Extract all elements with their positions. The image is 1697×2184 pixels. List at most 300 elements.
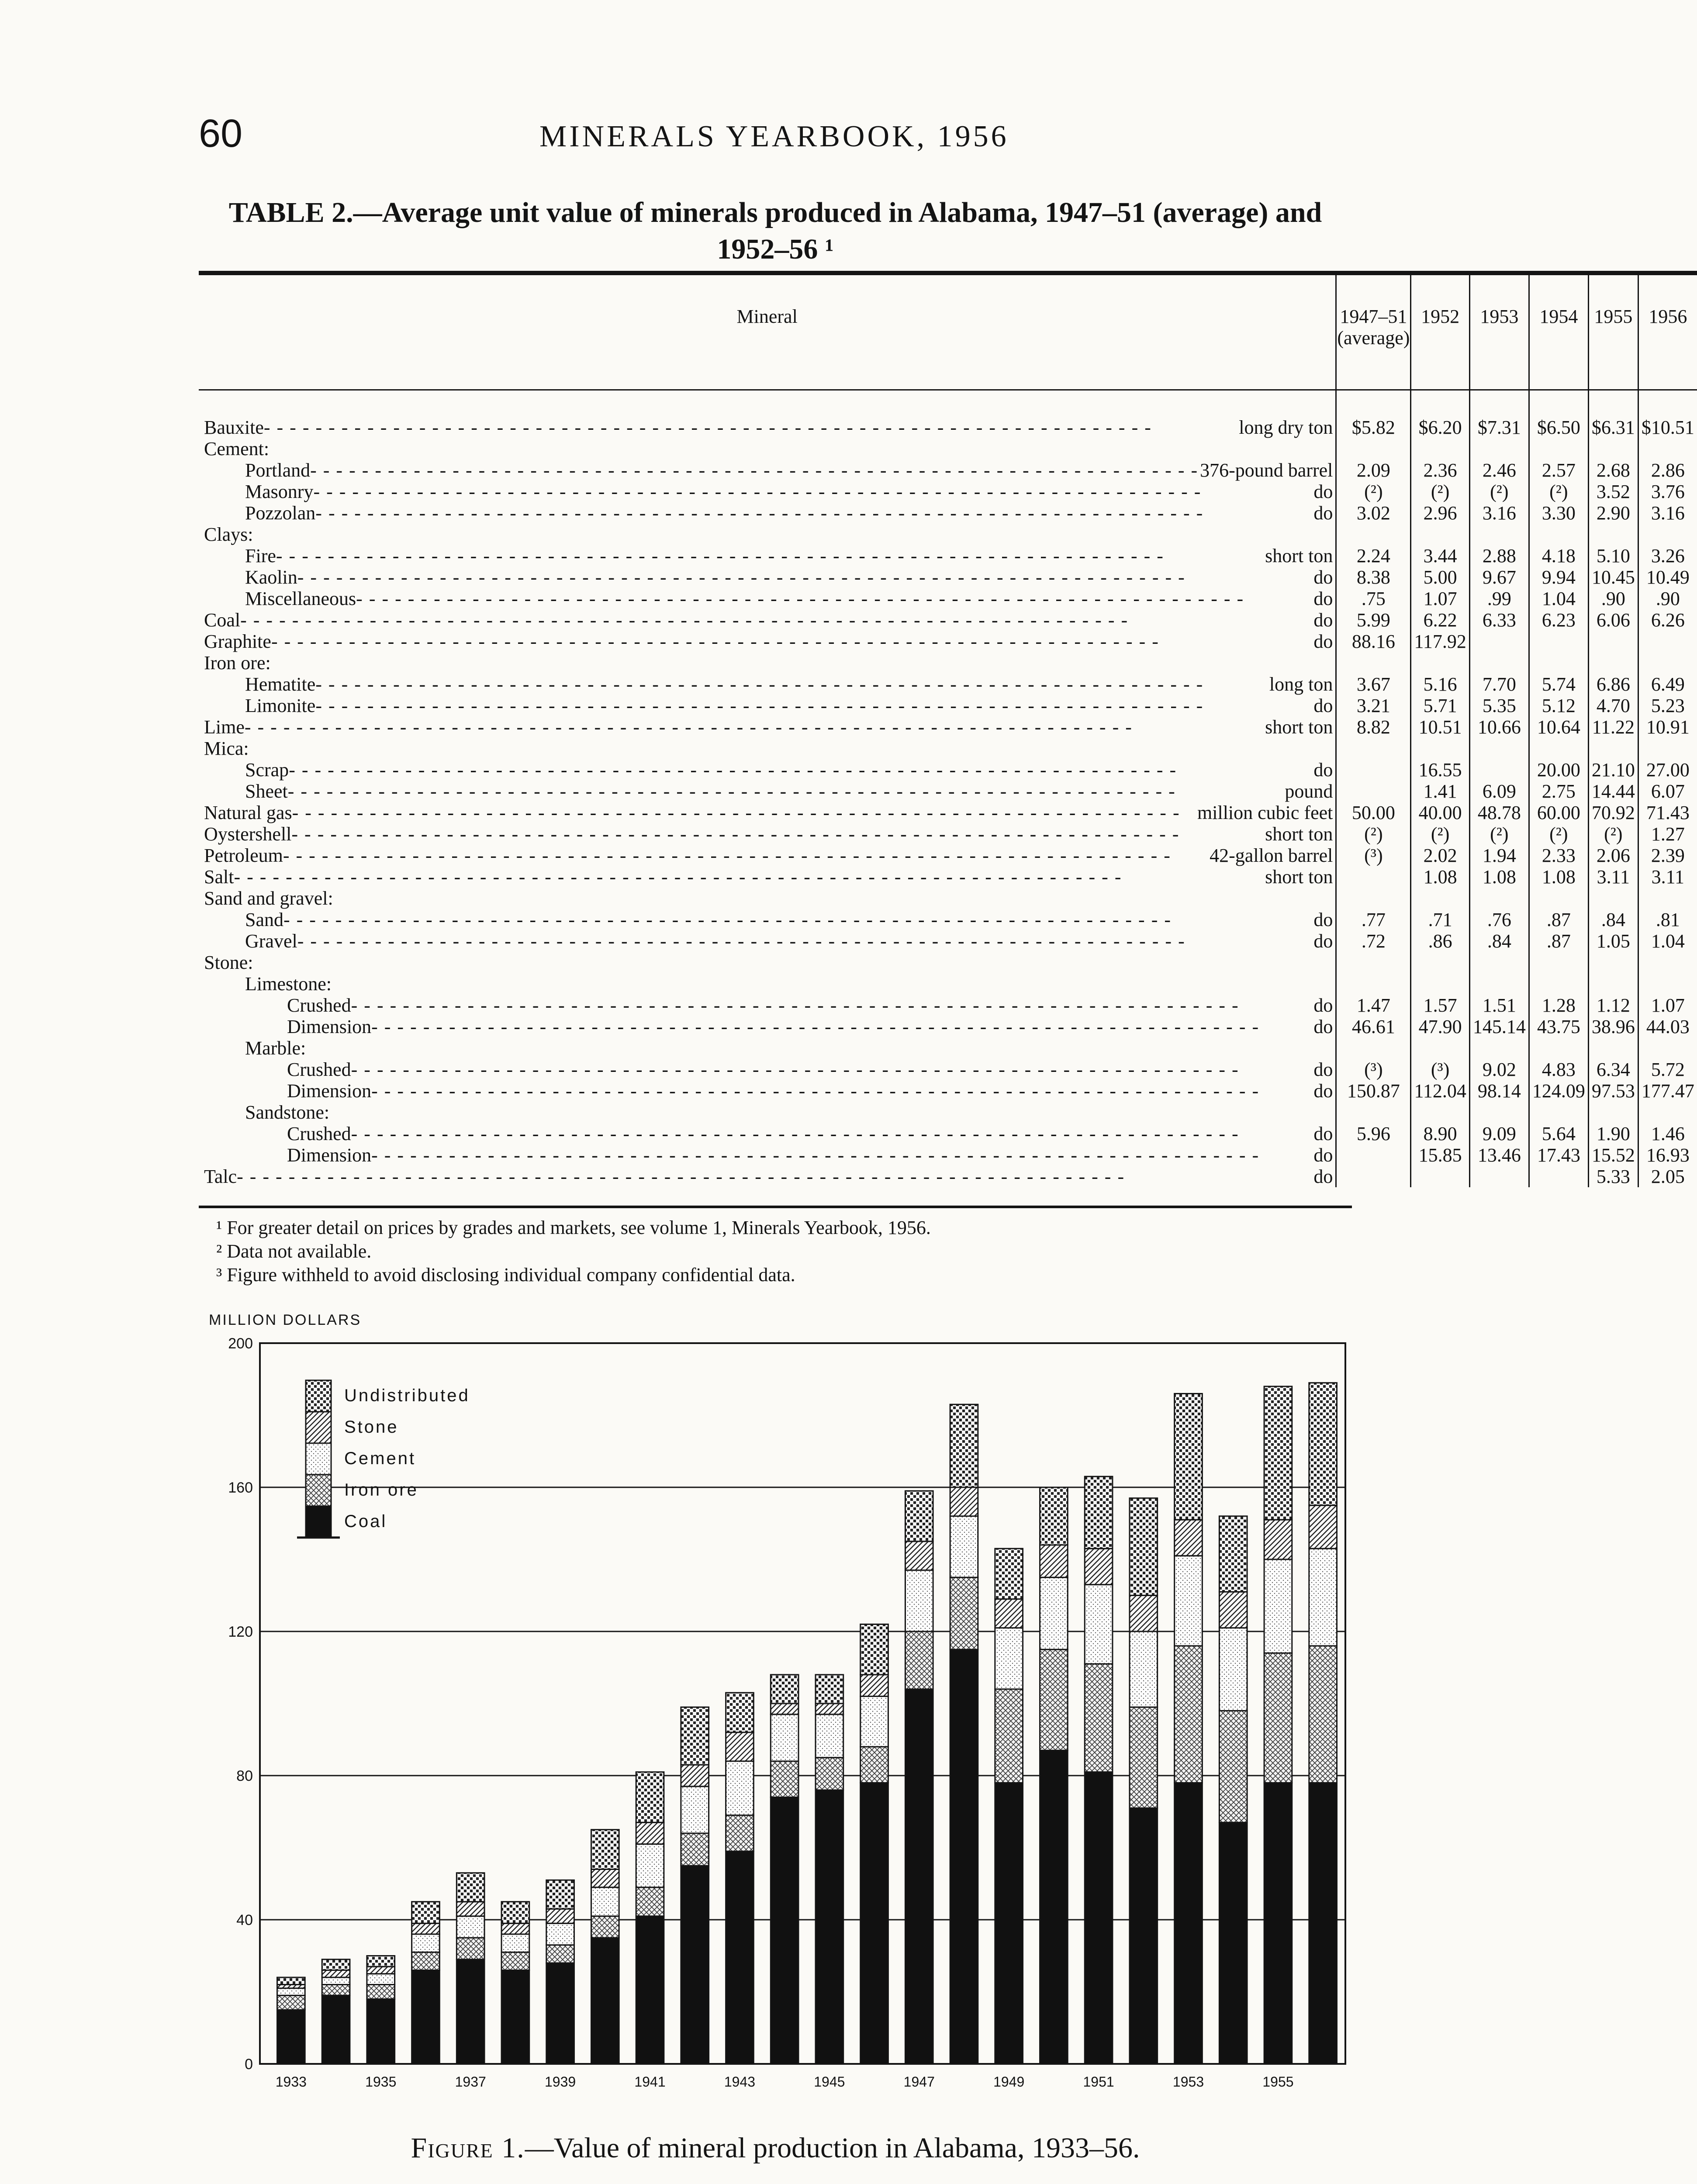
table-row — [199, 930, 1697, 952]
y-tick-label: 120 — [228, 1624, 253, 1640]
mineral-name: Dimension — [287, 1080, 372, 1102]
value-cell: 5.99 — [1336, 609, 1411, 631]
x-tick-label: 1949 — [993, 2074, 1025, 2090]
value-cell: 5.23 — [1638, 695, 1697, 716]
bar-segment-cement — [277, 1988, 305, 1996]
bar-segment-stone — [861, 1675, 888, 1697]
value-cell: 47.90 — [1411, 1016, 1469, 1037]
value-cell: 6.86 — [1588, 674, 1638, 695]
leader-dots — [297, 930, 1312, 952]
mineral-name: Dimension — [287, 1016, 372, 1037]
mineral-cell — [199, 390, 1336, 439]
value-cell: .90 — [1638, 588, 1697, 609]
bar-segment-undistributed — [1219, 1516, 1247, 1592]
value-cell — [1336, 1166, 1411, 1187]
bar-segment-undistributed — [950, 1404, 978, 1487]
table-row — [199, 1102, 1697, 1123]
table-row — [199, 1123, 1697, 1144]
x-tick-label: 1945 — [814, 2074, 845, 2090]
bar-segment-cement — [412, 1934, 440, 1952]
mineral-name: Stone: — [204, 952, 253, 973]
x-tick-label: 1937 — [455, 2074, 486, 2090]
value-cell — [1638, 973, 1697, 995]
table-row — [199, 909, 1697, 930]
bar-segment-cement — [1264, 1559, 1292, 1653]
value-cell: 48.78 — [1469, 802, 1529, 823]
value-cell: .77 — [1336, 909, 1411, 930]
value-cell: 3.26 — [1638, 545, 1697, 567]
value-cell: 1.05 — [1588, 930, 1638, 952]
legend-label: Coal — [344, 1512, 387, 1531]
y-tick-label: 40 — [236, 1912, 253, 1928]
value-cell: 27.00 — [1638, 759, 1697, 781]
value-cell: (²) — [1529, 481, 1588, 502]
bar-segment-coal — [591, 1938, 619, 2064]
value-cell — [1336, 738, 1411, 759]
unit-label: do — [1313, 502, 1333, 524]
mineral-name: Hematite — [245, 674, 316, 695]
value-cell: 1.07 — [1638, 995, 1697, 1016]
mineral-cell — [199, 716, 1336, 738]
leader-dots — [283, 909, 1312, 930]
table-row — [199, 866, 1697, 888]
bar-segment-stone — [816, 1704, 843, 1714]
value-cell: 2.86 — [1638, 460, 1697, 481]
bar-segment-stone — [367, 1966, 395, 1974]
bar-segment-iron-ore — [1309, 1646, 1337, 1783]
bar-segment-stone — [456, 1902, 484, 1916]
bar-segment-coal — [1085, 1772, 1113, 2064]
mineral-name: Cement: — [204, 438, 270, 460]
mineral-cell — [199, 866, 1336, 888]
bar-segment-iron-ore — [905, 1631, 933, 1689]
mineral-name: Crushed — [287, 995, 351, 1016]
value-cell: 2.96 — [1411, 502, 1469, 524]
bar-segment-coal — [726, 1851, 754, 2064]
unit-label: long dry ton — [1239, 417, 1333, 438]
mineral-name: Fire — [245, 545, 276, 567]
bar-segment-iron-ore — [1130, 1707, 1158, 1808]
value-cell: 2.90 — [1588, 502, 1638, 524]
value-cell: $6.50 — [1529, 390, 1588, 439]
table-row — [199, 738, 1697, 759]
value-cell — [1638, 888, 1697, 909]
value-cell: 60.00 — [1529, 802, 1588, 823]
value-cell: .72 — [1336, 930, 1411, 952]
value-cell — [1336, 866, 1411, 888]
value-cell — [1411, 1102, 1469, 1123]
value-cell: 16.55 — [1411, 759, 1469, 781]
bar-segment-iron-ore — [1175, 1646, 1203, 1783]
value-cell — [1529, 1037, 1588, 1059]
value-cell: .90 — [1588, 588, 1638, 609]
value-cell: 150.87 — [1336, 1080, 1411, 1102]
value-cell: 117.92 — [1411, 631, 1469, 652]
value-cell — [1336, 1144, 1411, 1166]
value-cell: (²) — [1469, 481, 1529, 502]
y-tick-label: 80 — [236, 1768, 253, 1784]
value-cell: 15.85 — [1411, 1144, 1469, 1166]
bar-segment-iron-ore — [726, 1815, 754, 1852]
chart-legend — [297, 1380, 470, 1538]
value-cell — [1529, 438, 1588, 460]
mineral-name: Gravel — [245, 930, 297, 952]
bar-stack-1953 — [1175, 1394, 1203, 2064]
bar-stack-1941 — [636, 1772, 664, 2064]
value-cell: 3.16 — [1638, 502, 1697, 524]
value-cell — [1638, 631, 1697, 652]
mineral-cell — [199, 759, 1336, 781]
value-cell: 5.10 — [1588, 545, 1638, 567]
leader-dots — [313, 481, 1312, 502]
value-cell: (²) — [1469, 823, 1529, 845]
value-cell: 1.51 — [1469, 995, 1529, 1016]
bar-segment-stone — [591, 1870, 619, 1887]
column-header: 1947–51 (average) — [1336, 273, 1411, 390]
mineral-name: Bauxite — [204, 417, 264, 438]
value-cell — [1469, 524, 1529, 545]
mineral-cell — [199, 952, 1336, 973]
mineral-cell — [199, 738, 1336, 759]
bar-segment-undistributed — [861, 1624, 888, 1675]
mineral-name: Graphite — [204, 631, 271, 652]
unit-label: do — [1313, 631, 1333, 652]
bar-segment-undistributed — [681, 1707, 709, 1765]
bar-stack-1952 — [1130, 1498, 1158, 2064]
unit-label: million cubic feet — [1197, 802, 1333, 823]
mineral-cell — [199, 460, 1336, 481]
value-cell — [1411, 524, 1469, 545]
legend-swatch-undistributed — [306, 1380, 331, 1412]
unit-label: short ton — [1265, 545, 1333, 567]
bar-segment-undistributed — [726, 1693, 754, 1732]
bar-segment-stone — [1040, 1545, 1068, 1577]
bar-segment-iron-ore — [1085, 1664, 1113, 1772]
value-cell — [1336, 759, 1411, 781]
value-cell: 3.44 — [1411, 545, 1469, 567]
value-cell: 5.74 — [1529, 674, 1588, 695]
leader-dots — [240, 609, 1312, 631]
value-cell — [1336, 438, 1411, 460]
bar-segment-coal — [1040, 1750, 1068, 2064]
value-cell: 1.27 — [1638, 823, 1697, 845]
figure-caption-text: —Value of mineral production in Alabama, 1933–56. — [525, 2132, 1140, 2164]
mineral-name: Oystershell — [204, 823, 292, 845]
value-cell: 2.57 — [1529, 460, 1588, 481]
value-cell: 8.82 — [1336, 716, 1411, 738]
x-tick-label: 1951 — [1083, 2074, 1114, 2090]
bar-segment-undistributed — [995, 1548, 1023, 1599]
value-cell: 2.33 — [1529, 845, 1588, 866]
bar-segment-stone — [1264, 1520, 1292, 1559]
value-cell: 1.04 — [1638, 930, 1697, 952]
table-row — [199, 609, 1697, 631]
bar-segment-stone — [412, 1923, 440, 1934]
bar-stack-1956 — [1309, 1383, 1337, 2064]
table-row — [199, 1037, 1697, 1059]
unit-label: do — [1313, 609, 1333, 631]
bar-segment-undistributed — [771, 1675, 798, 1704]
leader-dots — [351, 995, 1312, 1016]
table-row — [199, 674, 1697, 695]
unit-label: long ton — [1269, 674, 1333, 695]
value-cell: 10.45 — [1588, 567, 1638, 588]
bar-segment-iron-ore — [995, 1689, 1023, 1783]
y-tick-label: 0 — [245, 2056, 253, 2073]
value-cell: 2.05 — [1638, 1166, 1697, 1187]
value-cell: 38.96 — [1588, 1016, 1638, 1037]
page-number: 60 — [199, 112, 243, 156]
x-tick-label: 1933 — [275, 2074, 307, 2090]
bar-segment-cement — [591, 1887, 619, 1916]
legend-label: Stone — [344, 1417, 399, 1437]
bar-segment-cement — [1219, 1628, 1247, 1711]
value-cell: .84 — [1469, 930, 1529, 952]
table-row — [199, 1016, 1697, 1037]
bar-segment-coal — [861, 1783, 888, 2064]
bar-segment-undistributed — [546, 1880, 574, 1909]
value-cell — [1411, 738, 1469, 759]
chart-bars — [277, 1383, 1337, 2064]
x-tick-label: 1953 — [1172, 2074, 1204, 2090]
unit-label: do — [1313, 1016, 1333, 1037]
leader-dots — [288, 781, 1283, 802]
bar-segment-undistributed — [1130, 1498, 1158, 1596]
unit-label: do — [1313, 1166, 1333, 1187]
unit-label: do — [1313, 1123, 1333, 1144]
footnote: ³ Figure withheld to avoid disclosing individual company confidential data. — [216, 1264, 795, 1286]
value-cell — [1336, 888, 1411, 909]
value-cell — [1588, 952, 1638, 973]
bar-segment-iron-ore — [1040, 1649, 1068, 1750]
bar-segment-undistributed — [816, 1675, 843, 1704]
bar-segment-coal — [367, 1999, 395, 2064]
column-header: 1954 — [1529, 273, 1588, 390]
bar-stack-1948 — [950, 1404, 978, 2064]
value-cell: 98.14 — [1469, 1080, 1529, 1102]
value-cell: 17.43 — [1529, 1144, 1588, 1166]
leader-dots — [283, 845, 1208, 866]
value-cell: $5.82 — [1336, 390, 1411, 439]
bar-segment-coal — [950, 1649, 978, 2064]
value-cell: (²) — [1336, 481, 1411, 502]
value-cell — [1588, 1102, 1638, 1123]
value-cell: 5.96 — [1336, 1123, 1411, 1144]
mineral-name: Sandstone: — [245, 1102, 330, 1123]
bar-stack-1945 — [816, 1675, 843, 2064]
unit-label: do — [1313, 1059, 1333, 1080]
unit-label: do — [1313, 567, 1333, 588]
mineral-cell — [199, 1037, 1336, 1059]
bar-segment-undistributed — [636, 1772, 664, 1823]
value-cell: 1.08 — [1469, 866, 1529, 888]
running-head: MINERALS YEARBOOK, 1956 — [539, 120, 1009, 153]
legend-swatch-iron-ore — [306, 1475, 331, 1506]
bar-segment-coal — [322, 1995, 350, 2064]
mineral-cell — [199, 1016, 1336, 1037]
value-cell: .84 — [1588, 909, 1638, 930]
bar-segment-stone — [681, 1765, 709, 1787]
value-cell: 1.46 — [1638, 1123, 1697, 1144]
bar-segment-coal — [905, 1689, 933, 2064]
value-cell: $6.20 — [1411, 390, 1469, 439]
table-row — [199, 502, 1697, 524]
value-cell: .75 — [1336, 588, 1411, 609]
value-cell: 2.75 — [1529, 781, 1588, 802]
table-row — [199, 973, 1697, 995]
value-cell — [1336, 952, 1411, 973]
value-cell: .81 — [1638, 909, 1697, 930]
value-cell: .71 — [1411, 909, 1469, 930]
value-cell — [1588, 524, 1638, 545]
bar-segment-iron-ore — [861, 1747, 888, 1783]
value-cell: 8.90 — [1411, 1123, 1469, 1144]
value-cell: .99 — [1469, 588, 1529, 609]
value-cell — [1469, 1166, 1529, 1187]
value-cell: (²) — [1336, 823, 1411, 845]
table-row — [199, 781, 1697, 802]
value-cell: 1.08 — [1529, 866, 1588, 888]
value-cell — [1588, 631, 1638, 652]
value-cell: 112.04 — [1411, 1080, 1469, 1102]
unit-label: pound — [1285, 781, 1333, 802]
legend-label: Iron ore — [344, 1480, 418, 1500]
unit-label: 376-pound barrel — [1200, 460, 1333, 481]
bar-segment-stone — [322, 1970, 350, 1978]
bar-segment-iron-ore — [816, 1758, 843, 1790]
value-cell — [1529, 738, 1588, 759]
value-cell: 5.35 — [1469, 695, 1529, 716]
table-row — [199, 524, 1697, 545]
table-row — [199, 845, 1697, 866]
value-cell: 9.94 — [1529, 567, 1588, 588]
bar-stack-1939 — [546, 1880, 574, 2064]
bar-segment-undistributed — [1264, 1386, 1292, 1520]
value-cell: 2.39 — [1638, 845, 1697, 866]
value-cell: 1.41 — [1411, 781, 1469, 802]
value-cell — [1588, 1037, 1638, 1059]
value-cell: 9.67 — [1469, 567, 1529, 588]
value-cell — [1336, 973, 1411, 995]
value-cell: 6.34 — [1588, 1059, 1638, 1080]
unit-label: do — [1313, 909, 1333, 930]
leader-dots — [315, 674, 1268, 695]
value-cell — [1588, 438, 1638, 460]
mineral-cell — [199, 652, 1336, 674]
value-cell — [1469, 952, 1529, 973]
value-cell — [1469, 759, 1529, 781]
unit-label: do — [1313, 588, 1333, 609]
y-axis-label: MILLION DOLLARS — [209, 1312, 362, 1328]
value-cell: 2.68 — [1588, 460, 1638, 481]
mineral-cell — [199, 930, 1336, 952]
x-tick-label: 1935 — [365, 2074, 397, 2090]
value-cell: 2.09 — [1336, 460, 1411, 481]
value-cell: $7.31 — [1469, 390, 1529, 439]
bar-segment-undistributed — [1085, 1476, 1113, 1548]
table-row — [199, 823, 1697, 845]
bar-segment-cement — [501, 1934, 529, 1952]
table-row — [199, 1059, 1697, 1080]
mineral-name: Scrap — [245, 759, 289, 781]
bar-segment-stone — [950, 1487, 978, 1516]
value-cell: 1.12 — [1588, 995, 1638, 1016]
table-row — [199, 438, 1697, 460]
unit-label: short ton — [1265, 823, 1333, 845]
value-cell: 20.00 — [1529, 759, 1588, 781]
value-cell: (²) — [1411, 823, 1469, 845]
bar-segment-undistributed — [456, 1873, 484, 1902]
bar-segment-cement — [1309, 1548, 1337, 1646]
table-body — [199, 390, 1697, 1188]
bar-segment-coal — [277, 2010, 305, 2064]
bar-segment-undistributed — [1040, 1487, 1068, 1545]
mineral-name: Crushed — [287, 1123, 351, 1144]
value-cell: 3.21 — [1336, 695, 1411, 716]
bar-segment-undistributed — [412, 1902, 440, 1924]
bar-segment-iron-ore — [636, 1887, 664, 1916]
mineral-name: Sand — [245, 909, 283, 930]
bar-segment-cement — [456, 1916, 484, 1938]
mineral-cell — [199, 567, 1336, 588]
x-tick-label: 1941 — [634, 2074, 666, 2090]
bar-segment-cement — [1085, 1585, 1113, 1664]
value-cell: 2.88 — [1469, 545, 1529, 567]
bar-segment-coal — [636, 1916, 664, 2064]
column-header: 1953 — [1469, 273, 1529, 390]
bar-segment-undistributed — [277, 1977, 305, 1985]
mineral-cell — [199, 1166, 1336, 1187]
bar-segment-stone — [1219, 1592, 1247, 1628]
bar-segment-undistributed — [905, 1491, 933, 1541]
table-row — [199, 888, 1697, 909]
bar-segment-cement — [1175, 1556, 1203, 1646]
leader-dots — [310, 460, 1198, 481]
value-cell — [1469, 888, 1529, 909]
bar-stack-1943 — [726, 1693, 754, 2064]
value-cell: 97.53 — [1588, 1080, 1638, 1102]
table-row — [199, 695, 1697, 716]
value-cell: 1.57 — [1411, 995, 1469, 1016]
value-cell: 44.03 — [1638, 1016, 1697, 1037]
x-tick-label: 1943 — [724, 2074, 756, 2090]
value-cell: 40.00 — [1411, 802, 1469, 823]
column-header: 1955 — [1588, 273, 1638, 390]
bar-stack-1946 — [861, 1624, 888, 2064]
bar-stack-1940 — [591, 1830, 619, 2064]
bar-segment-cement — [771, 1714, 798, 1761]
leader-dots — [264, 417, 1237, 438]
value-cell: 5.00 — [1411, 567, 1469, 588]
value-cell: .86 — [1411, 930, 1469, 952]
value-cell: 70.92 — [1588, 802, 1638, 823]
bar-segment-coal — [771, 1797, 798, 2064]
table-header-row — [199, 273, 1697, 390]
bar-segment-undistributed — [1309, 1383, 1337, 1506]
bar-segment-iron-ore — [591, 1916, 619, 1938]
x-tick-label: 1947 — [903, 2074, 935, 2090]
leader-dots — [237, 1166, 1312, 1187]
value-cell: 145.14 — [1469, 1016, 1529, 1037]
value-cell — [1336, 781, 1411, 802]
bar-segment-coal — [816, 1790, 843, 2064]
value-cell: .87 — [1529, 930, 1588, 952]
leader-dots — [245, 716, 1263, 738]
value-cell: 4.18 — [1529, 545, 1588, 567]
value-cell — [1638, 1102, 1697, 1123]
mineral-cell — [199, 1123, 1336, 1144]
unit-label: short ton — [1265, 716, 1333, 738]
